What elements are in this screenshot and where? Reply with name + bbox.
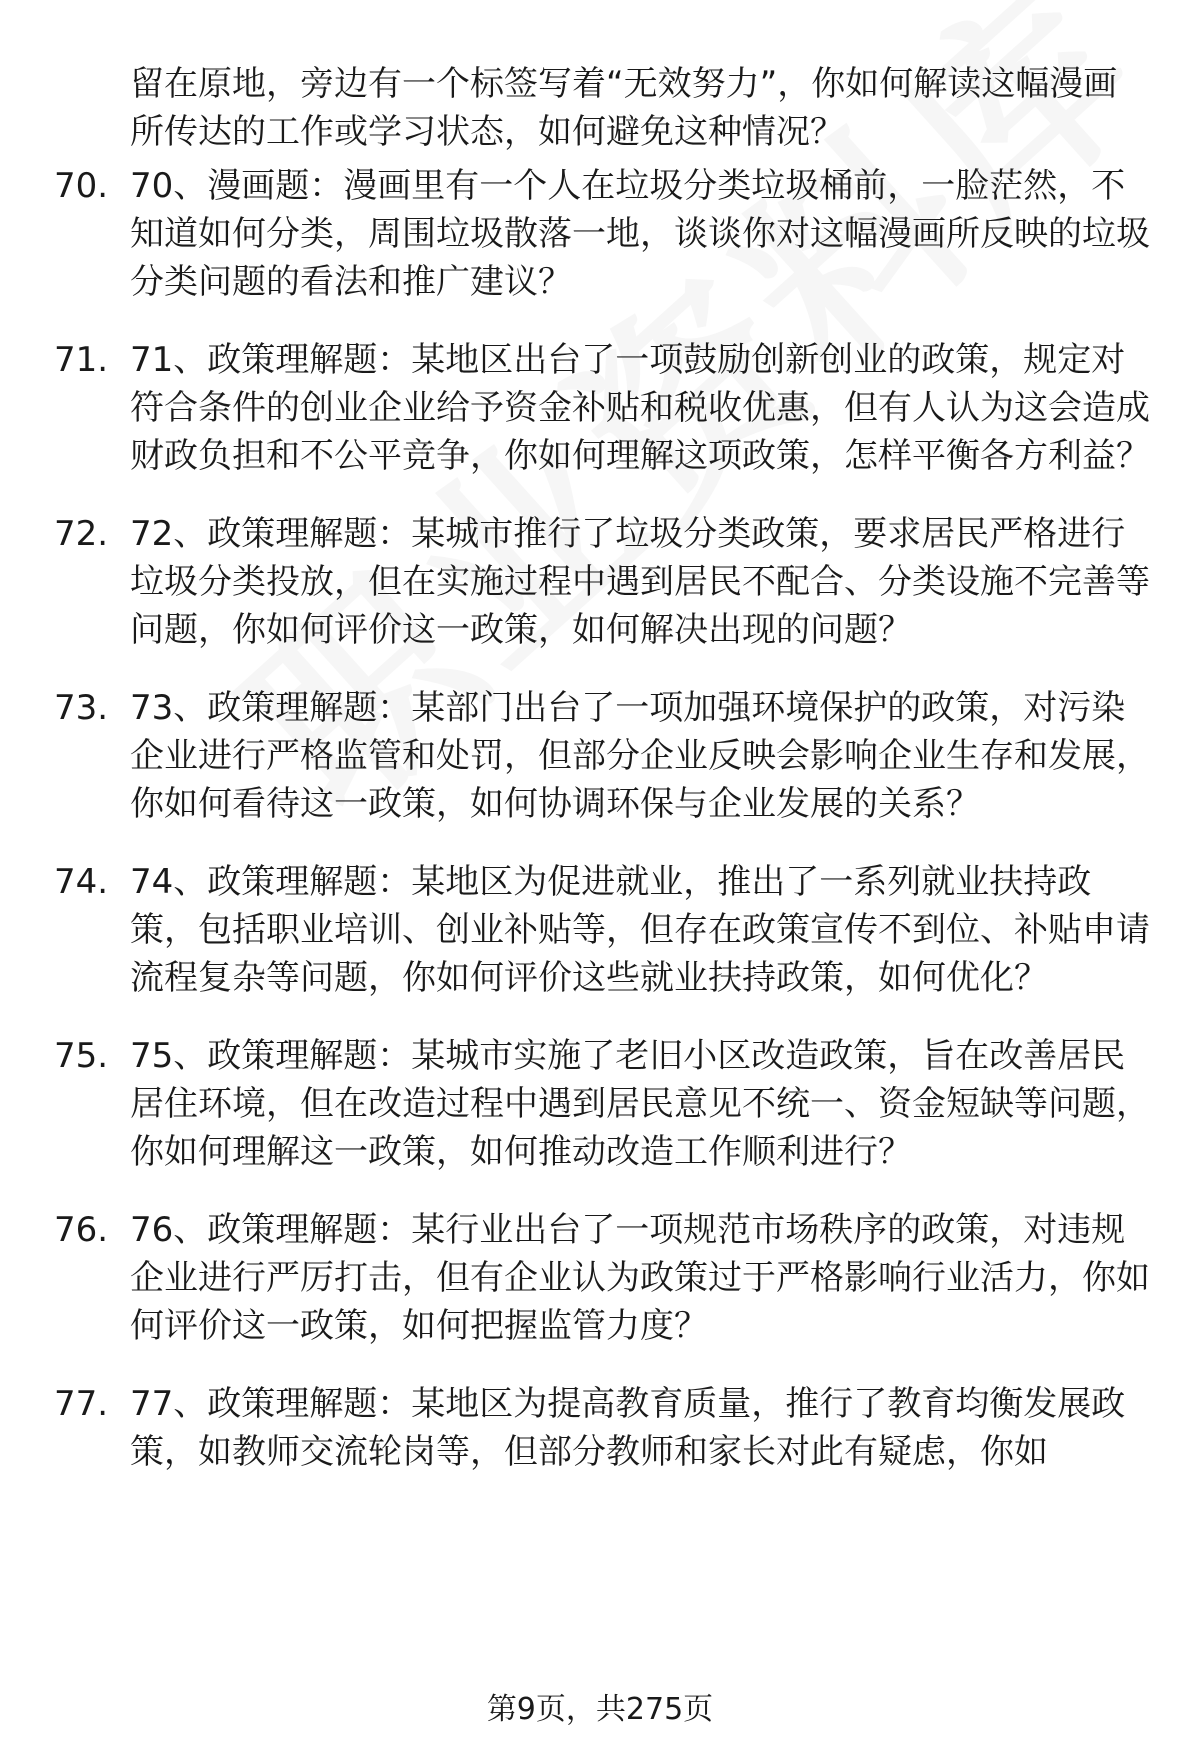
item-text: 71、政策理解题：某地区出台了一项鼓励创新创业的政策，规定对符合条件的创业企业给予资金补贴和税收优惠，但有人认为这会造成财政负担和不公平竞争，你如何理解这项政策，怎样平衡各方利益？ xyxy=(130,340,1150,476)
continued-paragraph: 留在原地，旁边有一个标签写着“无效努力”，你如何解读这幅漫画所传达的工作或学习状态，如何避免这种情况？ xyxy=(130,64,1118,152)
item-text: 77、政策理解题：某地区为提高教育质量，推行了教育均衡发展政策，如教师交流轮岗等，但部分教师和家长对此有疑虑，你如 xyxy=(130,1384,1126,1472)
question-list xyxy=(0,162,1200,1506)
list-item xyxy=(0,1032,1200,1176)
item-number: 75. xyxy=(54,1036,109,1076)
list-item xyxy=(0,1206,1200,1350)
item-text: 74、政策理解题：某地区为促进就业，推出了一系列就业扶持政策，包括职业培训、创业补贴等，但存在政策宣传不到位、补贴申请流程复杂等问题，你如何评价这些就业扶持政策，如何优化？ xyxy=(130,862,1150,998)
list-item xyxy=(0,162,1200,306)
list-item xyxy=(0,1380,1200,1476)
item-number: 70. xyxy=(54,166,109,206)
item-number: 77. xyxy=(54,1384,109,1424)
list-item xyxy=(0,684,1200,828)
item-number: 73. xyxy=(54,688,109,728)
item-number: 76. xyxy=(54,1210,109,1250)
item-number: 71. xyxy=(54,340,109,380)
list-item xyxy=(0,858,1200,1002)
page-footer: 第9页，共275页 xyxy=(486,1692,714,1727)
list-item xyxy=(0,510,1200,654)
item-text: 76、政策理解题：某行业出台了一项规范市场秩序的政策，对违规企业进行严厉打击，但有企业认为政策过于严格影响行业活力，你如何评价这一政策，如何把握监管力度？ xyxy=(130,1210,1150,1346)
item-number: 72. xyxy=(54,514,109,554)
item-text: 72、政策理解题：某城市推行了垃圾分类政策，要求居民严格进行垃圾分类投放，但在实施过程中遇到居民不配合、分类设施不完善等问题，你如何评价这一政策，如何解决出现的问题？ xyxy=(130,514,1150,650)
item-number: 74. xyxy=(54,862,109,902)
item-text: 70、漫画题：漫画里有一个人在垃圾分类垃圾桶前，一脸茫然，不知道如何分类，周围垃圾散落一地，谈谈你对这幅漫画所反映的垃圾分类问题的看法和推广建议？ xyxy=(130,166,1150,302)
item-text: 73、政策理解题：某部门出台了一项加强环境保护的政策，对污染企业进行严格监管和处罚，但部分企业反映会影响企业生存和发展，你如何看待这一政策，如何协调环保与企业发展的关系？ xyxy=(130,688,1150,824)
list-item xyxy=(0,336,1200,480)
item-text: 75、政策理解题：某城市实施了老旧小区改造政策，旨在改善居民居住环境，但在改造过程中遇到居民意见不统一、资金短缺等问题，你如何理解这一政策，如何推动改造工作顺利进行？ xyxy=(130,1036,1150,1172)
